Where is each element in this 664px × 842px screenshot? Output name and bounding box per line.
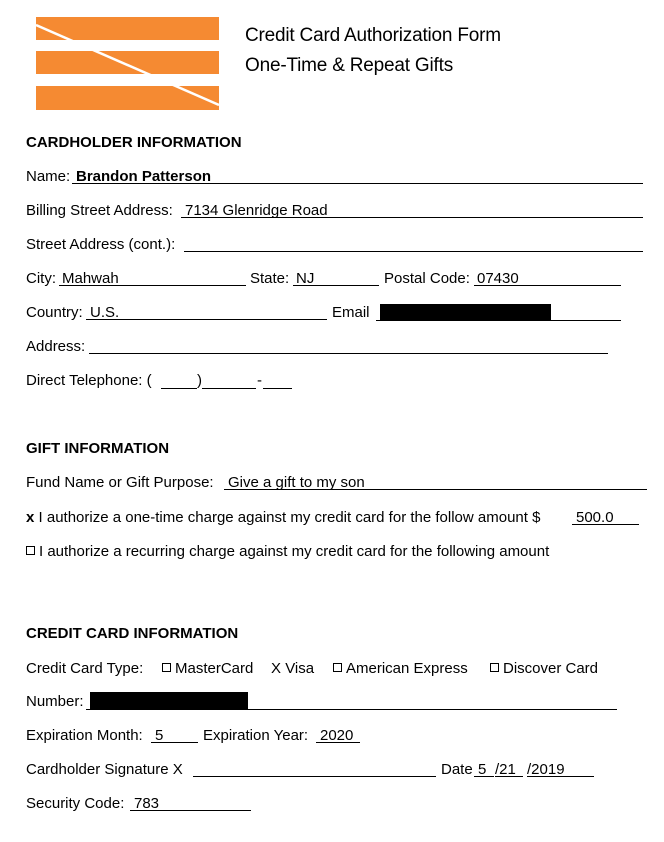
onetime-row[interactable] (26, 509, 540, 526)
postal-value[interactable]: 07430 (477, 270, 519, 287)
date-month[interactable]: 5 (478, 761, 487, 778)
visa-mark: X (271, 660, 282, 677)
exp-year-value[interactable]: 2020 (320, 727, 354, 744)
email-field-line (376, 320, 621, 321)
country-label: Country: (26, 304, 83, 321)
date-label: Date (441, 761, 473, 778)
discover-option[interactable] (490, 660, 598, 677)
cardholder-heading: CARDHOLDER INFORMATION (26, 134, 242, 151)
name-value[interactable]: Brandon Patterson (76, 168, 212, 185)
email-label: Email (332, 304, 370, 321)
phone-prefix-field[interactable] (202, 388, 256, 389)
billing-field-line (181, 217, 643, 218)
form-subtitle: One-Time & Repeat Gifts (245, 55, 453, 76)
security-value[interactable]: 783 (134, 795, 160, 812)
logo (36, 17, 219, 110)
city-field-line (59, 285, 246, 286)
exp-month-label: Expiration Month: (26, 727, 143, 744)
card-number-field[interactable] (86, 709, 617, 710)
exp-year-line (316, 742, 360, 743)
date-month-line (474, 776, 494, 777)
mastercard-label: MasterCard (175, 660, 254, 677)
name-field-line (72, 183, 643, 184)
country-field-line (86, 319, 327, 320)
address-label: Address: (26, 338, 86, 355)
date-day-line (495, 776, 523, 777)
phone-area-field[interactable] (161, 388, 197, 389)
phone-line-field[interactable] (263, 388, 292, 389)
exp-month-line (151, 742, 198, 743)
card-number-redaction (90, 692, 248, 710)
fund-label: Fund Name or Gift Purpose: (26, 474, 214, 491)
amex-option[interactable] (333, 660, 468, 677)
exp-month-value[interactable]: 5 (155, 727, 164, 744)
discover-label: Discover Card (503, 660, 599, 677)
email-redaction (380, 304, 551, 321)
fund-value[interactable]: Give a gift to my son (228, 474, 365, 491)
card-type-label: Credit Card Type: (26, 660, 144, 677)
state-field-line (293, 285, 379, 286)
form-title: Credit Card Authorization Form (245, 25, 501, 46)
visa-option[interactable] (271, 660, 314, 677)
date-year-line (527, 776, 594, 777)
number-label: Number: (26, 693, 84, 710)
signature-field[interactable] (193, 776, 436, 777)
credit-heading: CREDIT CARD INFORMATION (26, 625, 239, 642)
amex-label: American Express (346, 660, 468, 677)
postal-field-line (474, 285, 621, 286)
recurring-text: I authorize a recurring charge against my credit card for the following amount (39, 543, 550, 560)
billing-value[interactable]: 7134 Glenridge Road (185, 202, 328, 219)
recurring-checkbox[interactable] (26, 546, 35, 555)
onetime-text: I authorize a one-time charge against my credit card for the follow amount $ (38, 509, 541, 526)
onetime-amount[interactable]: 500.0 (576, 509, 614, 526)
onetime-checkmark: x (26, 509, 35, 526)
city-value[interactable]: Mahwah (62, 270, 119, 287)
billing-label: Billing Street Address: (26, 202, 173, 219)
discover-checkbox[interactable] (490, 663, 499, 672)
signature-label: Cardholder Signature X (26, 761, 183, 778)
country-value[interactable]: U.S. (90, 304, 120, 321)
name-label: Name: (26, 168, 71, 185)
city-label: City: (26, 270, 56, 287)
phone-label: Direct Telephone: ( (26, 372, 152, 389)
amex-checkbox[interactable] (333, 663, 342, 672)
recurring-row[interactable] (26, 543, 549, 560)
amount-field-line (572, 524, 639, 525)
security-field-line (130, 810, 251, 811)
street-cont-label: Street Address (cont.): (26, 236, 176, 253)
address-field[interactable] (89, 353, 608, 354)
fund-field-line (224, 489, 647, 490)
phone-dash: - (257, 372, 262, 389)
phone-paren: ) (197, 372, 202, 389)
street-cont-field[interactable] (184, 251, 643, 252)
security-label: Security Code: (26, 795, 125, 812)
mastercard-option[interactable] (162, 660, 253, 677)
state-value[interactable]: NJ (296, 270, 315, 287)
state-label: State: (250, 270, 290, 287)
postal-label: Postal Code: (384, 270, 470, 287)
date-day[interactable]: /21 (495, 761, 516, 778)
date-year[interactable]: /2019 (527, 761, 565, 778)
mastercard-checkbox[interactable] (162, 663, 171, 672)
visa-label: Visa (285, 660, 315, 677)
gift-heading: GIFT INFORMATION (26, 440, 170, 457)
exp-year-label: Expiration Year: (203, 727, 309, 744)
